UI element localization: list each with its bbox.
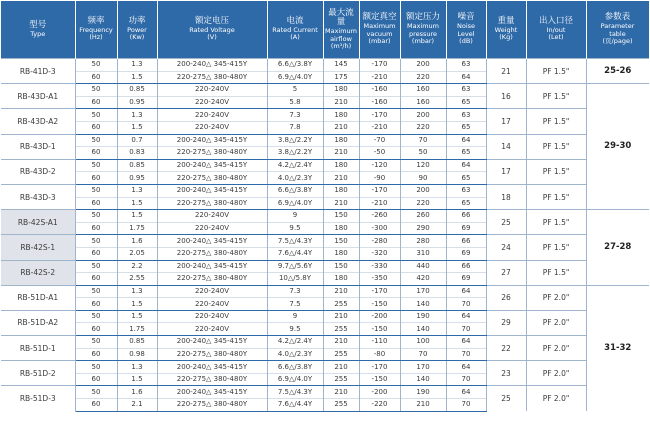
col-weight: 重量 Weight (Kg) [486, 1, 526, 59]
port-cell: PF 2.0" [526, 336, 586, 361]
freq-cell: 50 [75, 310, 117, 323]
weight-cell: 21 [486, 59, 526, 84]
model-cell: RB-43D-A2 [1, 109, 75, 134]
airflow-cell: 180 [323, 109, 359, 122]
noise-cell: 63 [446, 184, 486, 197]
pressure-cell: 50 [400, 147, 446, 160]
voltage-cell: 220-275△ 380-480Y [157, 197, 267, 210]
noise-cell: 69 [446, 273, 486, 286]
current-cell: 6.6△/3.8Y [267, 59, 323, 72]
vacuum-cell: -200 [359, 310, 400, 323]
model-cell: RB-43D-A1 [1, 84, 75, 109]
voltage-cell: 200-240△ 345-415Y [157, 386, 267, 399]
weight-cell: 23 [486, 361, 526, 386]
col-port: 出入口径 In/out (Let) [526, 1, 586, 59]
current-cell: 6.6△/3.8Y [267, 184, 323, 197]
param-page-cell: 25-26 [586, 59, 649, 84]
current-cell: 7.6△/4.4Y [267, 247, 323, 260]
current-cell: 7.3 [267, 109, 323, 122]
col-pressure: 额定压力 Maximum pressure (mbar) [400, 1, 446, 59]
current-cell: 7.5△/4.3Y [267, 386, 323, 399]
airflow-cell: 255 [323, 323, 359, 336]
current-cell: 3.8△/2.2Y [267, 134, 323, 147]
airflow-cell: 180 [323, 273, 359, 286]
table-header [1, 1, 649, 59]
voltage-cell: 220-240V [157, 96, 267, 109]
airflow-cell: 255 [323, 348, 359, 361]
power-cell: 2.1 [117, 399, 157, 412]
freq-cell: 60 [75, 399, 117, 412]
model-cell: RB-43D-2 [1, 159, 75, 184]
noise-cell: 69 [446, 222, 486, 235]
pressure-cell: 200 [400, 109, 446, 122]
freq-cell: 60 [75, 222, 117, 235]
current-cell: 7.8 [267, 121, 323, 134]
noise-cell: 64 [446, 285, 486, 298]
airflow-cell: 150 [323, 235, 359, 248]
vacuum-cell: -70 [359, 134, 400, 147]
vacuum-cell: -80 [359, 348, 400, 361]
pressure-cell: 200 [400, 59, 446, 72]
noise-cell: 66 [446, 235, 486, 248]
freq-cell: 60 [75, 247, 117, 260]
vacuum-cell: -110 [359, 336, 400, 349]
current-cell: 7.5 [267, 298, 323, 311]
vacuum-cell: -90 [359, 172, 400, 185]
voltage-cell: 200-240△ 345-415Y [157, 235, 267, 248]
vacuum-cell: -210 [359, 197, 400, 210]
voltage-cell: 200-240△ 345-415Y [157, 59, 267, 72]
pressure-cell: 210 [400, 399, 446, 412]
freq-cell: 50 [75, 336, 117, 349]
weight-cell: 27 [486, 260, 526, 285]
pressure-cell: 170 [400, 361, 446, 374]
airflow-cell: 180 [323, 247, 359, 260]
vacuum-cell: -150 [359, 298, 400, 311]
power-cell: 2.05 [117, 247, 157, 260]
voltage-cell: 220-240V [157, 121, 267, 134]
freq-cell: 50 [75, 235, 117, 248]
port-cell: PF 1.5" [526, 59, 586, 84]
freq-cell: 60 [75, 273, 117, 286]
weight-cell: 22 [486, 336, 526, 361]
voltage-cell: 220-240V [157, 298, 267, 311]
current-cell: 9.5 [267, 323, 323, 336]
current-cell: 10△/5.8Y [267, 273, 323, 286]
noise-cell: 65 [446, 147, 486, 160]
freq-cell: 50 [75, 109, 117, 122]
vacuum-cell: -170 [359, 361, 400, 374]
pressure-cell: 140 [400, 298, 446, 311]
weight-cell: 16 [486, 84, 526, 109]
voltage-cell: 200-240△ 345-415Y [157, 260, 267, 273]
freq-cell: 50 [75, 210, 117, 223]
col-power: 功率 Power (Kw) [117, 1, 157, 59]
noise-cell: 70 [446, 323, 486, 336]
param-page-cell: 29-30 [586, 84, 649, 210]
col-noise: 噪音 Noise Level (dB) [446, 1, 486, 59]
pressure-cell: 140 [400, 373, 446, 386]
model-cell: RB-42S-1 [1, 235, 75, 260]
noise-cell: 66 [446, 260, 486, 273]
table-row [1, 159, 649, 172]
power-cell: 2.55 [117, 273, 157, 286]
current-cell: 4.0△/2.3Y [267, 172, 323, 185]
airflow-cell: 180 [323, 134, 359, 147]
port-cell: PF 2.0" [526, 285, 586, 310]
voltage-cell: 200-240△ 345-415Y [157, 159, 267, 172]
pressure-cell: 260 [400, 210, 446, 223]
current-cell: 6.9△/4.0Y [267, 71, 323, 84]
airflow-cell: 180 [323, 222, 359, 235]
vacuum-cell: -170 [359, 184, 400, 197]
freq-cell: 60 [75, 96, 117, 109]
vacuum-cell: -220 [359, 399, 400, 412]
airflow-cell: 210 [323, 386, 359, 399]
current-cell: 9.7△/5.6Y [267, 260, 323, 273]
col-current: 电流 Rated Current (A) [267, 1, 323, 59]
voltage-cell: 220-275△ 380-480Y [157, 273, 267, 286]
table-row [1, 386, 649, 399]
airflow-cell: 255 [323, 298, 359, 311]
port-cell: PF 1.5" [526, 210, 586, 235]
weight-cell: 17 [486, 109, 526, 134]
power-cell: 0.95 [117, 96, 157, 109]
model-cell: RB-51D-3 [1, 386, 75, 411]
voltage-cell: 220-275△ 380-480Y [157, 147, 267, 160]
noise-cell: 63 [446, 59, 486, 72]
vacuum-cell: -50 [359, 147, 400, 160]
freq-cell: 60 [75, 323, 117, 336]
vacuum-cell: -280 [359, 235, 400, 248]
freq-cell: 60 [75, 71, 117, 84]
vacuum-cell: -150 [359, 323, 400, 336]
table-row [1, 109, 649, 122]
airflow-cell: 210 [323, 197, 359, 210]
vacuum-cell: -170 [359, 59, 400, 72]
voltage-cell: 220-275△ 380-480Y [157, 348, 267, 361]
current-cell: 6.9△/4.0Y [267, 197, 323, 210]
weight-cell: 17 [486, 159, 526, 184]
pressure-cell: 220 [400, 197, 446, 210]
voltage-cell: 220-240V [157, 109, 267, 122]
vacuum-cell: -320 [359, 247, 400, 260]
noise-cell: 70 [446, 298, 486, 311]
noise-cell: 64 [446, 134, 486, 147]
power-cell: 1.3 [117, 285, 157, 298]
port-cell: PF 2.0" [526, 361, 586, 386]
freq-cell: 50 [75, 285, 117, 298]
pressure-cell: 190 [400, 310, 446, 323]
power-cell: 1.6 [117, 386, 157, 399]
port-cell: PF 1.5" [526, 84, 586, 109]
freq-cell: 50 [75, 361, 117, 374]
table-row [1, 84, 649, 97]
table-row [1, 310, 649, 323]
voltage-cell: 220-240V [157, 285, 267, 298]
port-cell: PF 1.5" [526, 109, 586, 134]
current-cell: 4.0△/2.3Y [267, 348, 323, 361]
vacuum-cell: -160 [359, 84, 400, 97]
table-row [1, 59, 649, 72]
power-cell: 0.95 [117, 172, 157, 185]
port-cell: PF 2.0" [526, 386, 586, 411]
freq-cell: 60 [75, 298, 117, 311]
current-cell: 4.2△/2.4Y [267, 336, 323, 349]
power-cell: 1.5 [117, 210, 157, 223]
noise-cell: 64 [446, 386, 486, 399]
power-cell: 1.3 [117, 184, 157, 197]
current-cell: 6.9△/4.0Y [267, 373, 323, 386]
power-cell: 1.3 [117, 109, 157, 122]
current-cell: 4.2△/2.4Y [267, 159, 323, 172]
vacuum-cell: -210 [359, 71, 400, 84]
current-cell: 9.5 [267, 222, 323, 235]
port-cell: PF 1.5" [526, 235, 586, 260]
power-cell: 1.5 [117, 298, 157, 311]
freq-cell: 50 [75, 260, 117, 273]
vacuum-cell: -170 [359, 109, 400, 122]
col-param-table: 参数表 Parameter table (页/page) [586, 1, 649, 59]
freq-cell: 60 [75, 121, 117, 134]
current-cell: 5.8 [267, 96, 323, 109]
model-cell: RB-43D-1 [1, 134, 75, 159]
power-cell: 1.3 [117, 361, 157, 374]
freq-cell: 50 [75, 159, 117, 172]
airflow-cell: 150 [323, 260, 359, 273]
pressure-cell: 440 [400, 260, 446, 273]
col-type: 型号 Type [1, 1, 75, 59]
vacuum-cell: -260 [359, 210, 400, 223]
noise-cell: 65 [446, 172, 486, 185]
airflow-cell: 255 [323, 399, 359, 412]
power-cell: 2.2 [117, 260, 157, 273]
voltage-cell: 200-240△ 345-415Y [157, 134, 267, 147]
vacuum-cell: -120 [359, 159, 400, 172]
power-cell: 0.98 [117, 348, 157, 361]
weight-cell: 26 [486, 285, 526, 310]
weight-cell: 18 [486, 184, 526, 209]
airflow-cell: 210 [323, 147, 359, 160]
power-cell: 0.85 [117, 159, 157, 172]
port-cell: PF 2.0" [526, 310, 586, 335]
pressure-cell: 280 [400, 235, 446, 248]
col-vacuum: 额定真空 Maximum vacuum (mbar) [359, 1, 400, 59]
pressure-cell: 200 [400, 184, 446, 197]
freq-cell: 50 [75, 134, 117, 147]
noise-cell: 69 [446, 247, 486, 260]
port-cell: PF 1.5" [526, 134, 586, 159]
current-cell: 9 [267, 310, 323, 323]
voltage-cell: 220-275△ 380-480Y [157, 172, 267, 185]
pressure-cell: 420 [400, 273, 446, 286]
airflow-cell: 180 [323, 84, 359, 97]
pressure-cell: 310 [400, 247, 446, 260]
vacuum-cell: -300 [359, 222, 400, 235]
airflow-cell: 255 [323, 373, 359, 386]
pressure-cell: 120 [400, 159, 446, 172]
airflow-cell: 210 [323, 285, 359, 298]
airflow-cell: 175 [323, 71, 359, 84]
noise-cell: 64 [446, 71, 486, 84]
noise-cell: 64 [446, 336, 486, 349]
param-page-cell: 27-28 [586, 210, 649, 286]
model-cell: RB-51D-1 [1, 336, 75, 361]
port-cell: PF 1.5" [526, 260, 586, 285]
voltage-cell: 220-240V [157, 310, 267, 323]
airflow-cell: 210 [323, 336, 359, 349]
model-cell: RB-51D-A2 [1, 310, 75, 335]
pressure-cell: 70 [400, 348, 446, 361]
table-row [1, 336, 649, 349]
pressure-cell: 170 [400, 285, 446, 298]
port-cell: PF 1.5" [526, 184, 586, 209]
pressure-cell: 220 [400, 121, 446, 134]
current-cell: 3.8△/2.2Y [267, 147, 323, 160]
pressure-cell: 290 [400, 222, 446, 235]
noise-cell: 64 [446, 159, 486, 172]
power-cell: 0.83 [117, 147, 157, 160]
vacuum-cell: -200 [359, 386, 400, 399]
param-page-cell: 31-32 [586, 285, 649, 411]
power-cell: 1.3 [117, 59, 157, 72]
col-frequency: 频率 Frequency (Hz) [75, 1, 117, 59]
table-row [1, 210, 649, 223]
current-cell: 7.6△/4.4Y [267, 399, 323, 412]
power-cell: 1.75 [117, 323, 157, 336]
current-cell: 6.6△/3.8Y [267, 361, 323, 374]
voltage-cell: 220-240V [157, 222, 267, 235]
pressure-cell: 220 [400, 71, 446, 84]
airflow-cell: 145 [323, 59, 359, 72]
airflow-cell: 210 [323, 310, 359, 323]
noise-cell: 64 [446, 310, 486, 323]
freq-cell: 50 [75, 59, 117, 72]
col-airflow: 最大流量 Maximum airflow (m³/h) [323, 1, 359, 59]
airflow-cell: 210 [323, 96, 359, 109]
model-cell: RB-51D-2 [1, 361, 75, 386]
voltage-cell: 220-275△ 380-480Y [157, 373, 267, 386]
freq-cell: 60 [75, 373, 117, 386]
noise-cell: 70 [446, 399, 486, 412]
freq-cell: 50 [75, 386, 117, 399]
voltage-cell: 200-240△ 345-415Y [157, 361, 267, 374]
weight-cell: 25 [486, 210, 526, 235]
voltage-cell: 200-240△ 345-415Y [157, 336, 267, 349]
vacuum-cell: -210 [359, 121, 400, 134]
noise-cell: 65 [446, 121, 486, 134]
airflow-cell: 150 [323, 210, 359, 223]
airflow-cell: 210 [323, 121, 359, 134]
power-cell: 1.5 [117, 197, 157, 210]
pressure-cell: 160 [400, 96, 446, 109]
weight-cell: 24 [486, 235, 526, 260]
noise-cell: 65 [446, 197, 486, 210]
model-cell: RB-43D-3 [1, 184, 75, 209]
voltage-cell: 220-240V [157, 210, 267, 223]
pressure-cell: 90 [400, 172, 446, 185]
pressure-cell: 190 [400, 386, 446, 399]
vacuum-cell: -330 [359, 260, 400, 273]
port-cell: PF 1.5" [526, 159, 586, 184]
weight-cell: 25 [486, 386, 526, 411]
voltage-cell: 220-240V [157, 323, 267, 336]
power-cell: 1.75 [117, 222, 157, 235]
table-row [1, 235, 649, 248]
voltage-cell: 200-240△ 345-415Y [157, 184, 267, 197]
freq-cell: 50 [75, 84, 117, 97]
model-cell: RB-42S-A1 [1, 210, 75, 235]
noise-cell: 70 [446, 373, 486, 386]
vacuum-cell: -150 [359, 373, 400, 386]
freq-cell: 50 [75, 184, 117, 197]
table-row [1, 285, 649, 298]
pressure-cell: 160 [400, 84, 446, 97]
col-voltage: 额定电压 Rated Voltage (V) [157, 1, 267, 59]
table-row [1, 184, 649, 197]
voltage-cell: 220-275△ 380-480Y [157, 399, 267, 412]
model-cell: RB-51D-A1 [1, 285, 75, 310]
pressure-cell: 100 [400, 336, 446, 349]
freq-cell: 60 [75, 147, 117, 160]
pressure-cell: 140 [400, 323, 446, 336]
power-cell: 1.6 [117, 235, 157, 248]
power-cell: 1.5 [117, 121, 157, 134]
vacuum-cell: -160 [359, 96, 400, 109]
vacuum-cell: -350 [359, 273, 400, 286]
current-cell: 5 [267, 84, 323, 97]
airflow-cell: 180 [323, 184, 359, 197]
voltage-cell: 220-275△ 380-480Y [157, 71, 267, 84]
noise-cell: 63 [446, 109, 486, 122]
noise-cell: 64 [446, 361, 486, 374]
table-row [1, 260, 649, 273]
table-body [1, 59, 649, 412]
freq-cell: 60 [75, 197, 117, 210]
noise-cell: 63 [446, 84, 486, 97]
power-cell: 1.5 [117, 373, 157, 386]
power-cell: 1.5 [117, 310, 157, 323]
power-cell: 1.5 [117, 71, 157, 84]
weight-cell: 29 [486, 310, 526, 335]
vacuum-cell: -170 [359, 285, 400, 298]
airflow-cell: 180 [323, 159, 359, 172]
power-cell: 0.7 [117, 134, 157, 147]
noise-cell: 65 [446, 96, 486, 109]
power-cell: 0.85 [117, 84, 157, 97]
noise-cell: 66 [446, 210, 486, 223]
current-cell: 9 [267, 210, 323, 223]
noise-cell: 70 [446, 348, 486, 361]
voltage-cell: 220-275△ 380-480Y [157, 247, 267, 260]
power-cell: 0.85 [117, 336, 157, 349]
weight-cell: 14 [486, 134, 526, 159]
freq-cell: 60 [75, 348, 117, 361]
current-cell: 7.3 [267, 285, 323, 298]
airflow-cell: 210 [323, 172, 359, 185]
airflow-cell: 210 [323, 361, 359, 374]
model-cell: RB-41D-3 [1, 59, 75, 84]
table-row [1, 361, 649, 374]
model-cell: RB-42S-2 [1, 260, 75, 285]
freq-cell: 60 [75, 172, 117, 185]
current-cell: 7.5△/4.3Y [267, 235, 323, 248]
voltage-cell: 220-240V [157, 84, 267, 97]
pressure-cell: 70 [400, 134, 446, 147]
spec-table [1, 1, 650, 412]
table-row [1, 134, 649, 147]
